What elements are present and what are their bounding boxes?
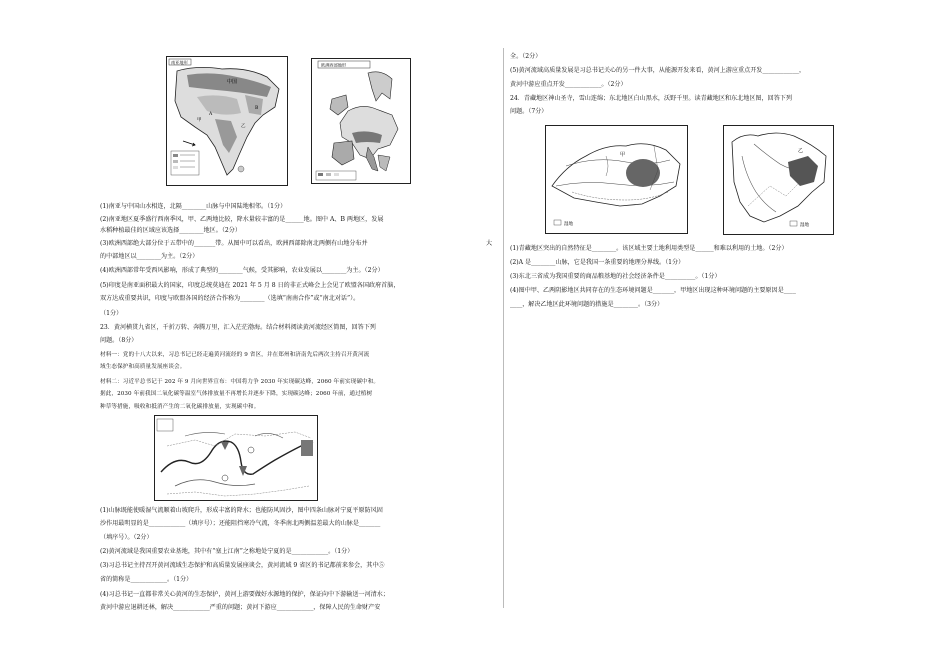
q24-2: (2)A 是________山脉，它是我国一条重要的地理分界线。（1分） bbox=[510, 259, 685, 266]
northeast-map bbox=[723, 125, 834, 235]
material-2a: 材料二：习近平总书记于 202 年 9 月向世界宣布：中国将力争 2030 年实现碳达峰，2060 年前实现碳中和。 bbox=[100, 379, 380, 385]
material-1a: 材料一：党的十八大以来，习总书记已经走遍黄河流经的 9 省区，并在郑州和济南先后两次主持召开黄河流 bbox=[100, 352, 370, 358]
map-label-yi: 乙 bbox=[241, 124, 246, 129]
q24-3: (3)东北三省成为我国重要的商品粮基地的社会经济条件是__________。（1分） bbox=[510, 273, 721, 280]
q24-stem-a: 24．青藏地区神山圣寺，雪山连绵；东北地区白山黑水，沃野千里。读青藏地区和东北地区图，回答下列 bbox=[510, 95, 792, 102]
map-label-a: A bbox=[209, 112, 213, 117]
material-1b: 域生态保护和高质量发展座谈会。 bbox=[100, 364, 186, 370]
q23-4c: 全。（2分） bbox=[510, 53, 542, 60]
q24-4a: (4)图中甲、乙两阴影地区共同存在的生态环境问题是_______，甲地区出现这种环境问题的主要原因是____ bbox=[510, 287, 796, 294]
q22-5a: (5)印度是南亚面积最大的国家，印度总统莫迪在 2021 年 5 月 8 日的非正式峰会上会见了欧盟各国政府首脑， bbox=[100, 282, 400, 289]
material-2c: 种草等措施，吸收和抵消产生的二氧化碳排放量，实现碳中和。 bbox=[100, 404, 260, 410]
china-label: 中国 bbox=[227, 79, 238, 85]
q22-2a: (2)南亚地区夏季盛行西南季风，甲、乙两地比较，降水量较丰富的是______地。图中 A、B 两地区，发展 bbox=[100, 216, 384, 223]
q23-3b: 省的简称是____________。（1分） bbox=[100, 576, 193, 583]
q22-4: (4)欧洲西部常年受西风影响，形成了典型的________气候，受其影响，农业发展以________为主。（2分） bbox=[100, 267, 384, 274]
south-asia-map-title: 南亚地形 bbox=[171, 60, 188, 65]
q23-5b: 黄河中游应重点开发____________。（2分） bbox=[510, 81, 627, 88]
q23-1c: （填序号）。（2分） bbox=[100, 534, 153, 541]
map-label-b: B bbox=[255, 106, 259, 111]
q23-2: (2)黄河流域是我国重要农业基地，其中有“塞上江南”之称地处宁夏的是____________。（1分） bbox=[100, 548, 354, 555]
map-label-jia: 甲 bbox=[197, 118, 202, 123]
q23-stem-b: 问题。（8分） bbox=[100, 337, 138, 344]
q23-1a: (1)山脉既能使暖湿气流顺着山坡爬升，形成丰富的降水；也能防风固沙，图中四条山脉对宁夏平原防风固 bbox=[100, 507, 383, 514]
q22-2b: 水稻种植最佳的区域应该选择________地区。（2分） bbox=[100, 227, 241, 234]
tibet-map bbox=[545, 125, 688, 234]
q23-3a: (3)习总书记主持召开黄河流域生态保护和高质量发展座谈会，黄河流域 9 省区的书记都前来参会，其中⑤ bbox=[100, 562, 385, 569]
q23-5a: (5)黄河流域高质量发展是习总书记关心的另一件大事，从能源开发来看，黄河上游应重点开发____________， bbox=[510, 67, 806, 74]
q23-stem-a: 23．黄河横贯九省区，千折万转、奔腾万里，汇入茫茫渤海。结合材料阅读黄河流经区简图，回答下列 bbox=[100, 324, 376, 331]
q22-5b: 双方达成重要共识，印度与欧盟各国的经济合作称为________（选填“南南合作”或“南北对话”）。 bbox=[100, 295, 360, 302]
q22-3a-tail: 大 bbox=[486, 240, 493, 247]
q24-stem-b: 问题。（7分） bbox=[510, 108, 548, 115]
south-asia-map bbox=[166, 56, 288, 186]
q22-3b: 的中部地区以________为主。（2分） bbox=[100, 253, 199, 260]
q22-5c: （1分） bbox=[100, 310, 123, 317]
q22-3a: (3)欧洲西部绝大部分位于五带中的_______带。从图中可以看出，欧洲西部除南北两侧有山地分布并 bbox=[100, 240, 368, 247]
northeast-label-yi: 乙 bbox=[798, 148, 804, 154]
q24-1: (1)青藏地区突出的自然特征是________。该区域主要土地利用类型是______和难以利用的土地。（2分） bbox=[510, 245, 788, 252]
column-divider bbox=[503, 48, 504, 608]
europe-map bbox=[311, 58, 411, 184]
q23-4a: (4)习总书记一直都非常关心黄河的生态保护，黄河上游要做好水源地的保护，保证向中下游输送一河清水； bbox=[100, 591, 389, 598]
tibet-label-jia: 甲 bbox=[620, 152, 626, 158]
q22-1: (1)南亚与中国山水相连，北隔________山脉与中国陆地相邻。（1分） bbox=[100, 203, 287, 210]
europe-map-title: 欧洲西部地形 bbox=[321, 62, 347, 68]
yellow-river-map bbox=[154, 415, 318, 501]
q23-1b: 沙作用最明显的是____________（填序号）；还能阻挡寒冷气流，冬季南北两侧温差最大的山脉是_______ bbox=[100, 520, 381, 527]
q23-4b: 黄河中游应退耕还林，解决____________严重的问题；黄河下游应____________，保障人民的生命财产安 bbox=[100, 604, 381, 611]
q24-4b: ____，解决乙地区此环境问题的措施是________。（3分） bbox=[510, 301, 664, 308]
tibet-legend: 湿地 bbox=[564, 222, 573, 227]
material-2b: 据此，2030 年前我国二氧化碳等温室气体排放量不再增长并逐步下降，实现碳达峰；2060 年前，通过植树 bbox=[100, 391, 373, 397]
northeast-legend: 湿地 bbox=[800, 223, 809, 228]
